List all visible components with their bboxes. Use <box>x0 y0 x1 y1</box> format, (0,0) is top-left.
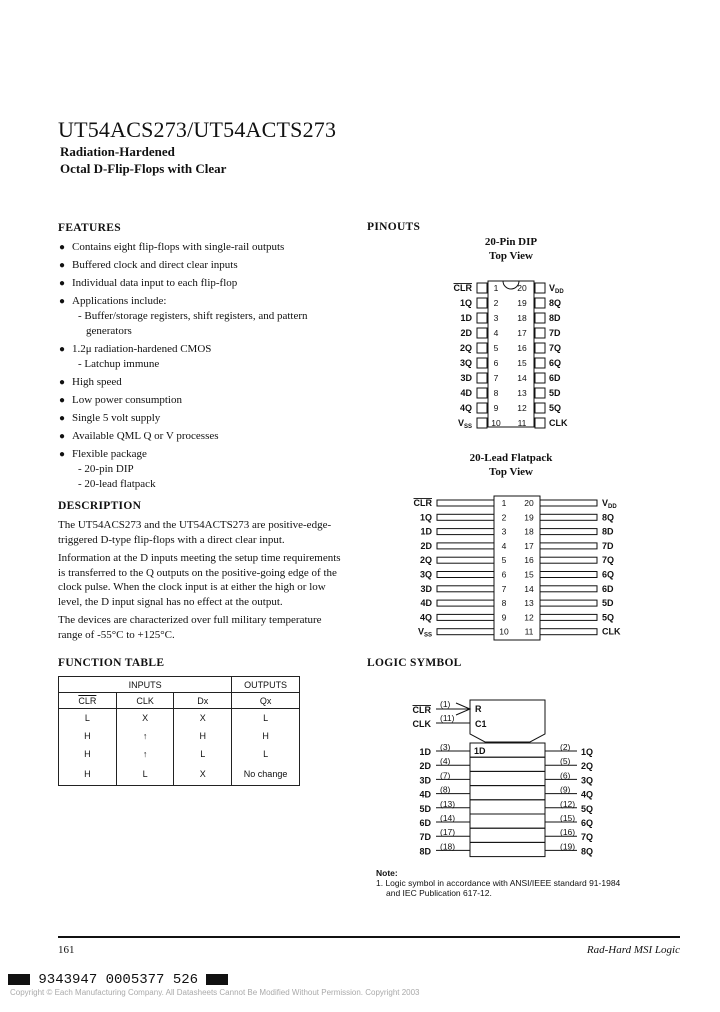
logic-output-pin: (6) <box>560 770 571 781</box>
flatpack-lead <box>540 572 597 578</box>
flatpack-pin-number: 20 <box>524 498 534 508</box>
flatpack-lead <box>540 586 597 592</box>
table-cell: No change <box>232 763 300 786</box>
feature-text: Applications include: <box>72 295 167 307</box>
logic-output-pin: (2) <box>560 742 571 752</box>
dip-pin-label: 2Q <box>459 343 472 353</box>
flatpack-pin-label: 6Q <box>602 569 615 580</box>
logic-input-pin: (18) <box>440 841 456 852</box>
dip-pin-number: 11 <box>517 418 527 428</box>
logic-input-label: 4D <box>419 789 431 800</box>
feature-text: Single 5 volt supply <box>72 412 161 424</box>
logic-output-pin: (15) <box>560 813 576 823</box>
flatpack-pin-number: 7 <box>501 583 507 594</box>
logic-clk-label: CLK <box>412 719 431 729</box>
flatpack-pin-label: 7D <box>602 540 614 551</box>
dip-pin <box>477 403 487 413</box>
features-heading: FEATURES <box>58 222 121 234</box>
logic-flipflop-cell <box>470 757 545 771</box>
feature-text: Buffered clock and direct clear inputs <box>72 259 238 271</box>
flatpack-pin-label: 8Q <box>602 512 615 523</box>
feature-text: High speed <box>72 376 122 388</box>
table-cell: L <box>59 709 117 728</box>
dip-title: 20-Pin DIP <box>484 236 538 248</box>
dip-pin-label: 3Q <box>459 358 472 368</box>
function-table-col-clr: $\overline{CLR}$ <box>59 693 117 709</box>
dip-pin-label: 1D <box>460 313 472 323</box>
note-block <box>376 868 676 898</box>
dip-pin-label: 6D <box>549 373 561 383</box>
flatpack-pin-label: 2D <box>420 540 432 551</box>
dip-pin-label: CLK <box>549 418 568 428</box>
logic-input-label: 7D <box>419 832 431 843</box>
note-line: 1. Logic symbol in accordance with ANSI/IEEE standard 91-1984 <box>376 878 621 888</box>
barcode-strip <box>8 972 228 988</box>
dip-pin-label: 7Q <box>549 343 562 353</box>
dip-pin <box>535 283 545 293</box>
flatpack-pin-number: 16 <box>524 555 534 566</box>
flatpack-pin-label: CLR <box>413 498 432 508</box>
feature-text: Available QML Q or V processes <box>72 430 219 442</box>
dip-pin-label: 8Q <box>549 298 562 308</box>
flatpack-lead <box>540 514 597 520</box>
dip-pin-number: 4 <box>493 328 499 338</box>
flatpack-pin-number: 13 <box>524 598 534 609</box>
logic-input-label: 5D <box>419 803 431 814</box>
function-table-col-clk: CLK <box>116 693 174 709</box>
dip-pin <box>535 343 545 353</box>
flatpack-pin-number: 4 <box>501 540 507 551</box>
dip-pin-number: 16 <box>517 343 527 353</box>
feature-text: 1.2μ radiation-hardened CMOS <box>72 343 212 355</box>
dip-pin-number: 15 <box>517 358 527 368</box>
table-cell: H <box>59 763 117 786</box>
logic-input-pin: (8) <box>440 784 451 795</box>
dip-pin-number: 10 <box>491 418 501 428</box>
dip-view-label: Top View <box>489 250 533 262</box>
table-cell: H <box>232 727 300 745</box>
dip-pin-label: 6Q <box>549 358 562 368</box>
dip-pin <box>535 388 545 398</box>
logic-output-pin: (16) <box>560 827 576 838</box>
flatpack-pin-label: $V_{SS}$ <box>417 626 432 639</box>
flatpack-lead <box>437 514 494 520</box>
flatpack-pin-number: 8 <box>501 598 507 609</box>
page-subtitle-line1: Radiation-Hardened <box>60 144 175 159</box>
dip-pin-number: 17 <box>517 328 527 338</box>
dip-pin-number: 6 <box>493 358 499 368</box>
flatpack-lead <box>437 500 494 506</box>
feature-item: ● Low power consumption <box>59 394 182 406</box>
note-line: and IEC Publication 617-12. <box>386 888 492 898</box>
logic-output-label: 2Q <box>581 761 594 772</box>
feature-text: Flexible package <box>72 448 147 460</box>
logic-output-label: 8Q <box>581 846 594 857</box>
flatpack-pin-label: 3Q <box>419 569 432 580</box>
dip-pin-number: 8 <box>493 388 499 398</box>
flatpack-pin-label: 1D <box>420 526 432 537</box>
logic-clr-tag: R <box>475 704 482 714</box>
feature-item: ● Available QML Q or V processes <box>59 430 219 442</box>
flatpack-pin-label: 4Q <box>419 612 432 623</box>
feature-subitem: - 20-lead flatpack <box>78 478 156 490</box>
flatpack-pin-number: 12 <box>524 612 534 623</box>
flatpack-pin-label: 8D <box>602 526 614 537</box>
dip-pin <box>477 328 487 338</box>
feature-text: Individual data input to each flip-flop <box>72 277 238 289</box>
dip-pin-label: 5Q <box>549 403 562 413</box>
flatpack-lead <box>437 572 494 578</box>
footer-rule <box>58 936 680 938</box>
dip-pin <box>477 418 487 428</box>
flatpack-lead <box>540 614 597 620</box>
logic-input-pin: (17) <box>440 827 456 838</box>
dip-pin-label: 5D <box>549 388 561 398</box>
logic-output-label: 1Q <box>581 747 594 757</box>
flatpack-pin-label: 1Q <box>419 512 432 523</box>
feature-item: ● Buffered clock and direct clear inputs <box>59 259 238 271</box>
dip-pin-label: 1Q <box>459 298 472 308</box>
feature-item: ● Single 5 volt supply <box>59 412 161 424</box>
description-paragraph: Information at the D inputs meeting the setup time requirements is transferred to the Q outputs on the positive-going edge of the clock pulse. When the clock input is at either the high or low level, the D input signal has no effect at the output. <box>58 552 341 608</box>
feature-subitem: - 20-pin DIP <box>78 463 134 475</box>
logic-flipflop-cell <box>470 842 545 856</box>
dip-pin <box>477 313 487 323</box>
note-label: Note: <box>376 868 398 878</box>
feature-text: Low power consumption <box>72 394 182 406</box>
dip-pin-number: 1 <box>493 283 499 293</box>
dip-pin-number: 5 <box>493 343 499 353</box>
logic-output-label: 3Q <box>581 775 594 786</box>
table-cell: H <box>174 727 232 745</box>
dip-pin-label: $V_{DD}$ <box>549 283 564 295</box>
logic-input-pin: (7) <box>440 770 451 781</box>
dip-pin <box>477 343 487 353</box>
feature-subitem: - Buffer/storage registers, shift registers, and pattern <box>78 310 308 322</box>
dip-pin-label: 4D <box>460 388 472 398</box>
flatpack-pin-label: 7Q <box>602 555 615 566</box>
table-cell: X <box>174 763 232 786</box>
dip-pin-number: 7 <box>493 373 499 383</box>
flatpack-pin-number: 11 <box>524 626 534 637</box>
flatpack-lead <box>437 543 494 549</box>
dip-pin-label: 3D <box>460 373 472 383</box>
function-table-col-d: Dx <box>174 693 232 709</box>
flatpack-lead <box>437 529 494 535</box>
feature-item: ● Individual data input to each flip-flop <box>59 277 238 289</box>
flatpack-pin-number: 3 <box>501 526 507 537</box>
flatpack-pin-number: 10 <box>499 626 509 637</box>
flatpack-lead <box>540 629 597 635</box>
logic-input-pin: (13) <box>440 798 456 809</box>
logic-output-label: 7Q <box>581 832 594 843</box>
flatpack-pin-label: CLK <box>602 626 621 637</box>
dip-pin-number: 20 <box>517 283 527 293</box>
flatpack-pin-number: 2 <box>501 512 507 523</box>
flatpack-pin-label: 5D <box>602 598 614 609</box>
dip-pin-number: 13 <box>517 388 527 398</box>
flatpack-pin-label: 3D <box>420 583 432 594</box>
dip-pin <box>477 298 487 308</box>
logic-output-label: 6Q <box>581 818 594 828</box>
logic-input-pin: (14) <box>440 813 456 823</box>
dip-pin <box>477 358 487 368</box>
flatpack-lead <box>540 529 597 535</box>
logic-clk-pin: (11) <box>440 713 455 723</box>
flatpack-pin-number: 6 <box>501 569 507 580</box>
dip-pin-number: 12 <box>517 403 527 413</box>
flatpack-lead <box>437 586 494 592</box>
flatpack-pin-number: 19 <box>524 512 534 523</box>
page-subtitle-line2: Octal D-Flip-Flops with Clear <box>60 161 227 176</box>
feature-subitem: generators <box>86 325 132 337</box>
flatpack-pin-number: 14 <box>524 583 534 594</box>
feature-item: ● 1.2μ radiation-hardened CMOS - Latchup immune <box>58 342 348 372</box>
dip-pin <box>535 418 545 428</box>
dip-pin-number: 3 <box>493 313 499 323</box>
flatpack-lead <box>437 614 494 620</box>
dip-pin-number: 19 <box>517 298 527 308</box>
function-table-heading: FUNCTION TABLE <box>58 657 165 669</box>
copyright-watermark: Copyright © Each Manufacturing Company. All Datasheets Cannot Be Modified Without Permission. Copyright 2003 <box>10 988 420 997</box>
logic-input-pin: (4) <box>440 756 451 767</box>
flatpack-pin-label: $V_{DD}$ <box>602 498 617 510</box>
feature-item: ● Applications include: - Buffer/storage registers, shift registers, and pattern generators <box>58 294 348 339</box>
dip-pin <box>535 298 545 308</box>
feature-item: ● Flexible package - 20-pin DIP - 20-lead flatpack <box>58 447 348 492</box>
logic-first-input-tag: 1D <box>474 746 486 756</box>
barcode-text: 9343947 0005377 526 <box>38 972 199 988</box>
flatpack-lead <box>437 557 494 563</box>
dip-pin <box>535 403 545 413</box>
flatpack-title: 20-Lead Flatpack <box>469 452 553 464</box>
table-cell: ↑ <box>116 727 174 745</box>
table-cell: L <box>232 745 300 763</box>
dip-pin-number: 9 <box>493 403 499 413</box>
logic-input-label: 1D <box>419 747 431 757</box>
dip-pin-number: 2 <box>493 298 499 308</box>
dip-pin <box>477 388 487 398</box>
logic-input-label: 3D <box>419 775 431 786</box>
dip-pin <box>535 373 545 383</box>
flatpack-pin-number: 18 <box>524 526 534 537</box>
table-cell: X <box>174 709 232 728</box>
dip-pin <box>535 358 545 368</box>
logic-input-label: 8D <box>419 846 431 857</box>
flatpack-lead <box>540 543 597 549</box>
logic-output-label: 4Q <box>581 789 594 800</box>
logic-output-pin: (19) <box>560 841 576 852</box>
flatpack-pin-number: 15 <box>524 569 534 580</box>
description-heading: DESCRIPTION <box>58 500 142 512</box>
logic-output-label: 5Q <box>581 803 594 814</box>
logic-flipflop-cell <box>470 786 545 800</box>
flatpack-pin-number: 17 <box>524 540 534 551</box>
logic-symbol-heading: LOGIC SYMBOL <box>367 657 462 669</box>
logic-clr-pin: (1) <box>440 699 451 709</box>
flatpack-pin-number: 1 <box>501 498 507 508</box>
page-number: 161 <box>58 944 75 956</box>
description-paragraph: The UT54ACS273 and the UT54ACTS273 are positive-edge-triggered D-type flip-flops with a direct clear input. <box>58 519 332 546</box>
table-cell: H <box>59 727 117 745</box>
logic-input-label: 2D <box>419 761 431 772</box>
flatpack-pin-label: 4D <box>420 598 432 609</box>
function-table-col-q: Qx <box>232 693 300 709</box>
flatpack-pin-number: 9 <box>501 612 507 623</box>
table-cell: L <box>232 709 300 728</box>
table-cell: ↑ <box>116 745 174 763</box>
table-cell: H <box>59 745 117 763</box>
description-paragraph: The devices are characterized over full military temperature range of -55°C to +125°C. <box>58 614 322 641</box>
logic-flipflop-cell <box>470 828 545 842</box>
dip-pin <box>477 373 487 383</box>
dip-pin-number: 14 <box>517 373 527 383</box>
table-cell: X <box>116 709 174 728</box>
logic-output-pin: (9) <box>560 784 571 795</box>
logic-output-pin: (12) <box>560 798 576 809</box>
dip-pin-label: 2D <box>460 328 472 338</box>
pinouts-heading: PINOUTS <box>367 221 421 233</box>
flatpack-pin-label: 5Q <box>602 612 615 623</box>
logic-flipflop-cell <box>470 814 545 828</box>
barcode-block <box>8 974 30 985</box>
flatpack-view-label: Top View <box>489 466 533 478</box>
table-cell: L <box>174 745 232 763</box>
barcode-block <box>206 974 228 985</box>
feature-item: ● High speed <box>59 376 122 388</box>
logic-input-pin: (3) <box>440 742 451 752</box>
dip-pin-label: CLR <box>453 283 472 293</box>
logic-output-pin: (5) <box>560 756 571 767</box>
feature-subitem: - Latchup immune <box>78 358 160 370</box>
flatpack-lead <box>540 557 597 563</box>
feature-item: ● Contains eight flip-flops with single-rail outputs <box>59 241 285 253</box>
flatpack-pin-number: 5 <box>501 555 507 566</box>
footer-section-title: Rad-Hard MSI Logic <box>586 944 680 956</box>
dip-pin-label: 7D <box>549 328 561 338</box>
logic-flipflop-cell <box>470 771 545 785</box>
flatpack-lead <box>437 629 494 635</box>
logic-clk-tag: C1 <box>475 719 487 729</box>
function-table-group-inputs: INPUTS <box>59 677 232 693</box>
flatpack-pin-label: 6D <box>602 583 614 594</box>
flatpack-pin-label: 2Q <box>419 555 432 566</box>
logic-clr-label: CLR <box>412 705 431 715</box>
dip-pin-number: 18 <box>517 313 527 323</box>
feature-text: Contains eight flip-flops with single-rail outputs <box>72 241 285 253</box>
page-title: UT54ACS273/UT54ACTS273 <box>58 117 337 142</box>
flatpack-lead <box>540 500 597 506</box>
table-cell: L <box>116 763 174 786</box>
dip-pin-label: 4Q <box>459 403 472 413</box>
logic-flipflop-cell <box>470 800 545 814</box>
function-table-group-outputs: OUTPUTS <box>232 677 300 693</box>
dip-pin-label: $V_{SS}$ <box>457 418 472 430</box>
dip-pin <box>535 313 545 323</box>
dip-pin <box>477 283 487 293</box>
dip-pin-label: 8D <box>549 313 561 323</box>
dip-pin <box>535 328 545 338</box>
flatpack-lead <box>540 600 597 606</box>
flatpack-lead <box>437 600 494 606</box>
logic-input-label: 6D <box>419 818 431 828</box>
